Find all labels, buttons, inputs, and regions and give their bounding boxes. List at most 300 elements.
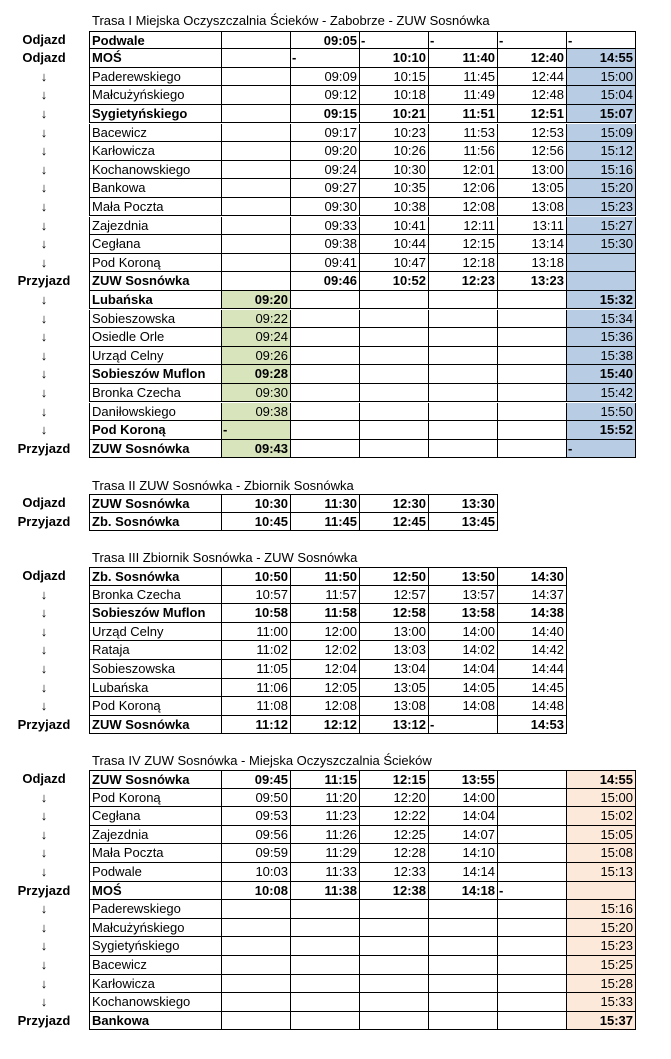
stop-name: Zajezdnia <box>89 826 222 845</box>
time-cell: 13:04 <box>360 660 429 679</box>
time-cell: 11:45 <box>429 68 498 87</box>
time-cell: 10:26 <box>360 142 429 161</box>
time-cell: 15:04 <box>567 86 636 105</box>
time-cell: 09:53 <box>222 807 291 826</box>
time-cell: 13:50 <box>429 567 498 586</box>
time-cell <box>222 105 291 124</box>
time-cell: 12:53 <box>498 124 567 143</box>
time-cell: 11:06 <box>222 679 291 698</box>
time-cell: 14:08 <box>429 697 498 716</box>
stop-name: Sobieszów Muflon <box>89 604 222 623</box>
time-cell: 15:02 <box>567 807 636 826</box>
direction-label: Przyjazd <box>17 513 71 529</box>
time-cell: 15:25 <box>567 956 636 975</box>
time-cell: 09:17 <box>291 124 360 143</box>
time-cell: 09:09 <box>291 68 360 87</box>
time-cell: 10:10 <box>360 49 429 68</box>
time-cell <box>498 347 567 366</box>
time-cell <box>429 347 498 366</box>
time-cell: 15:52 <box>567 421 636 440</box>
stop-name: ZUW Sosnówka <box>89 716 222 735</box>
down-arrow-icon: ↓ <box>40 975 48 991</box>
time-cell: 12:02 <box>291 641 360 660</box>
time-cell: 13:18 <box>498 254 567 273</box>
time-cell <box>498 310 567 329</box>
time-cell: 11:26 <box>291 826 360 845</box>
time-cell: 14:04 <box>429 807 498 826</box>
time-cell: 15:27 <box>567 217 636 236</box>
direction-label: Odjazd <box>22 31 66 47</box>
time-cell: 09:05 <box>291 31 360 50</box>
time-cell <box>291 937 360 956</box>
stop-name: Mała Poczta <box>89 198 222 217</box>
time-cell: 11:40 <box>429 49 498 68</box>
stop-name: Bankowa <box>89 179 222 198</box>
stop-name: Mała Poczta <box>89 844 222 863</box>
time-cell: 14:44 <box>498 660 567 679</box>
time-cell: 09:33 <box>291 217 360 236</box>
time-cell: 09:24 <box>222 328 291 347</box>
stop-name: Sobieszów Muflon <box>89 365 222 384</box>
time-cell: 12:38 <box>360 882 429 901</box>
time-cell: 10:35 <box>360 179 429 198</box>
time-cell: 11:29 <box>291 844 360 863</box>
time-cell <box>222 993 291 1012</box>
time-cell: 15:08 <box>567 844 636 863</box>
stop-name: Sygietyńskiego <box>89 937 222 956</box>
time-cell <box>222 49 291 68</box>
time-cell: 11:51 <box>429 105 498 124</box>
time-cell: 13:00 <box>498 161 567 180</box>
time-cell: 10:38 <box>360 198 429 217</box>
time-cell: 11:20 <box>291 789 360 808</box>
time-cell <box>498 384 567 403</box>
time-cell: 12:51 <box>498 105 567 124</box>
time-cell: 09:30 <box>222 384 291 403</box>
time-cell: 13:23 <box>498 272 567 291</box>
time-cell: 09:45 <box>222 770 291 789</box>
time-cell <box>498 807 567 826</box>
time-cell: 12:18 <box>429 254 498 273</box>
time-cell <box>291 956 360 975</box>
time-cell <box>291 993 360 1012</box>
time-cell <box>429 937 498 956</box>
stop-name: Bronka Czecha <box>89 586 222 605</box>
time-cell: - <box>429 716 498 735</box>
time-cell: 15:23 <box>567 198 636 217</box>
time-cell: 14:00 <box>429 789 498 808</box>
time-cell: 14:53 <box>498 716 567 735</box>
down-arrow-icon: ↓ <box>40 864 48 879</box>
time-cell: 09:41 <box>291 254 360 273</box>
stop-name: ZUW Sosnówka <box>89 440 222 459</box>
time-cell <box>222 1012 291 1031</box>
time-cell: 09:30 <box>291 198 360 217</box>
time-cell: 12:45 <box>360 513 429 532</box>
time-cell <box>360 993 429 1012</box>
time-cell <box>498 975 567 994</box>
down-arrow-icon: ↓ <box>40 642 48 658</box>
time-cell: 12:00 <box>291 623 360 642</box>
time-cell: - <box>222 421 291 440</box>
time-cell: 11:15 <box>291 770 360 789</box>
stop-name: Sobieszowska <box>89 310 222 329</box>
time-cell: 10:58 <box>222 604 291 623</box>
stop-name: ZUW Sosnówka <box>89 272 222 291</box>
time-cell <box>429 291 498 310</box>
time-cell: 14:18 <box>429 882 498 901</box>
stop-name: MOŚ <box>89 49 222 68</box>
time-cell: 09:38 <box>291 235 360 254</box>
time-cell <box>360 365 429 384</box>
stop-name: Urząd Celny <box>89 623 222 642</box>
time-cell: 10:41 <box>360 217 429 236</box>
stop-name: Pod Koroną <box>89 697 222 716</box>
time-cell: 12:06 <box>429 179 498 198</box>
stop-name: Rataja <box>89 641 222 660</box>
time-cell <box>429 1012 498 1031</box>
down-arrow-icon: ↓ <box>40 68 48 84</box>
time-cell: 09:26 <box>222 347 291 366</box>
direction-label: Przyjazd <box>17 716 71 732</box>
time-cell <box>498 328 567 347</box>
time-cell <box>429 310 498 329</box>
time-cell: 09:22 <box>222 310 291 329</box>
stop-name: Pod Koroną <box>89 254 222 273</box>
time-cell: 12:15 <box>429 235 498 254</box>
down-arrow-icon: ↓ <box>40 347 48 363</box>
route-title: Trasa III Zbiornik Sosnówka - ZUW Sosnówka <box>92 550 358 565</box>
time-cell: 13:57 <box>429 586 498 605</box>
time-cell <box>222 235 291 254</box>
time-cell <box>291 900 360 919</box>
time-cell: 13:11 <box>498 217 567 236</box>
time-cell <box>498 365 567 384</box>
time-cell <box>360 291 429 310</box>
time-cell <box>498 919 567 938</box>
stop-name: Bankowa <box>89 1012 222 1031</box>
stop-name: Bacewicz <box>89 124 222 143</box>
time-cell: 09:12 <box>291 86 360 105</box>
stop-name: Bronka Czecha <box>89 384 222 403</box>
time-cell: 14:07 <box>429 826 498 845</box>
time-cell: 15:37 <box>567 1012 636 1031</box>
time-cell: 14:10 <box>429 844 498 863</box>
time-cell: 10:03 <box>222 863 291 882</box>
stop-name: Karłowicza <box>89 975 222 994</box>
time-cell <box>360 937 429 956</box>
time-cell: 10:18 <box>360 86 429 105</box>
down-arrow-icon: ↓ <box>40 623 48 639</box>
time-cell: 15:07 <box>567 105 636 124</box>
time-cell: 12:30 <box>360 494 429 513</box>
time-cell <box>222 937 291 956</box>
time-cell <box>498 863 567 882</box>
time-cell: 15:00 <box>567 68 636 87</box>
time-cell: 12:05 <box>291 679 360 698</box>
time-cell <box>429 440 498 459</box>
time-cell <box>291 919 360 938</box>
time-cell <box>567 31 636 50</box>
time-cell <box>429 403 498 422</box>
time-cell: 15:38 <box>567 347 636 366</box>
time-cell: 14:02 <box>429 641 498 660</box>
time-cell: 13:45 <box>429 513 498 532</box>
time-cell: - <box>498 882 567 901</box>
down-arrow-icon: ↓ <box>40 329 48 345</box>
time-cell: 14:14 <box>429 863 498 882</box>
down-arrow-icon: ↓ <box>40 808 48 824</box>
time-cell <box>222 272 291 291</box>
time-cell <box>567 254 636 273</box>
stop-name: Podwale <box>89 863 222 882</box>
stop-name: Lubańska <box>89 679 222 698</box>
time-cell: 09:27 <box>291 179 360 198</box>
time-cell <box>291 384 360 403</box>
time-cell: 15:30 <box>567 235 636 254</box>
time-cell: 14:40 <box>498 623 567 642</box>
stop-name: Bacewicz <box>89 956 222 975</box>
time-cell: 09:24 <box>291 161 360 180</box>
down-arrow-icon: ↓ <box>40 826 48 842</box>
time-cell: 12:57 <box>360 586 429 605</box>
time-cell: 12:50 <box>360 567 429 586</box>
stop-name: Karłowicza <box>89 142 222 161</box>
time-cell: 11:12 <box>222 716 291 735</box>
time-cell: 13:30 <box>429 494 498 513</box>
time-cell <box>429 365 498 384</box>
time-cell: 14:45 <box>498 679 567 698</box>
time-cell <box>222 142 291 161</box>
down-arrow-icon: ↓ <box>40 938 48 954</box>
time-cell <box>498 1012 567 1031</box>
time-cell: 11:23 <box>291 807 360 826</box>
route-title: Trasa IV ZUW Sosnówka - Miejska Oczyszczalnia Ścieków <box>92 753 432 768</box>
down-arrow-icon: ↓ <box>40 124 48 140</box>
time-cell: 13:08 <box>498 198 567 217</box>
time-cell <box>222 86 291 105</box>
time-cell <box>498 937 567 956</box>
time-cell <box>429 975 498 994</box>
time-cell: 15:23 <box>567 937 636 956</box>
direction-label: Odjazd <box>22 50 66 66</box>
time-cell: 15:40 <box>567 365 636 384</box>
route-title: Trasa II ZUW Sosnówka - Zbiornik Sosnówka <box>92 478 354 493</box>
time-cell: 15:16 <box>567 161 636 180</box>
down-arrow-icon: ↓ <box>40 403 48 419</box>
time-cell <box>222 254 291 273</box>
time-cell: 13:00 <box>360 623 429 642</box>
time-cell <box>429 328 498 347</box>
time-cell: 13:03 <box>360 641 429 660</box>
time-cell: - <box>498 31 567 50</box>
time-cell: 11:56 <box>429 142 498 161</box>
stop-name: Cegłana <box>89 807 222 826</box>
time-cell: 12:44 <box>498 68 567 87</box>
stop-name: Małcużyńskiego <box>89 919 222 938</box>
time-cell: 10:08 <box>222 882 291 901</box>
time-cell <box>360 956 429 975</box>
down-arrow-icon: ↓ <box>40 105 48 121</box>
time-cell <box>360 919 429 938</box>
time-cell <box>222 900 291 919</box>
time-cell <box>498 826 567 845</box>
time-cell: 15:28 <box>567 975 636 994</box>
down-arrow-icon: ↓ <box>40 143 48 159</box>
time-cell <box>291 440 360 459</box>
down-arrow-icon: ↓ <box>40 87 48 103</box>
down-arrow-icon: ↓ <box>40 845 48 861</box>
time-cell <box>429 919 498 938</box>
time-cell: 12:40 <box>498 49 567 68</box>
time-cell <box>360 403 429 422</box>
direction-label: Przyjazd <box>17 273 71 289</box>
time-cell: 15:42 <box>567 384 636 403</box>
stop-name: Daniłowskiego <box>89 403 222 422</box>
direction-label: Odjazd <box>22 495 66 510</box>
time-cell: 11:00 <box>222 623 291 642</box>
time-cell: 10:47 <box>360 254 429 273</box>
time-cell: 12:22 <box>360 807 429 826</box>
time-cell: 12:58 <box>360 604 429 623</box>
time-cell: 14:05 <box>429 679 498 698</box>
time-cell: 12:12 <box>291 716 360 735</box>
time-cell: 15:50 <box>567 403 636 422</box>
time-cell: 11:50 <box>291 567 360 586</box>
stop-name: Kochanowskiego <box>89 161 222 180</box>
time-cell: 13:55 <box>429 770 498 789</box>
time-cell: 15:13 <box>567 863 636 882</box>
time-cell: 09:28 <box>222 365 291 384</box>
time-cell <box>291 310 360 329</box>
time-cell: - <box>567 31 636 50</box>
time-cell: 12:08 <box>429 198 498 217</box>
time-cell: 12:01 <box>429 161 498 180</box>
time-cell: 15:09 <box>567 124 636 143</box>
time-cell: 10:50 <box>222 567 291 586</box>
time-cell: 12:20 <box>360 789 429 808</box>
time-cell <box>222 919 291 938</box>
time-cell: 09:20 <box>222 291 291 310</box>
time-cell <box>291 975 360 994</box>
time-cell <box>360 900 429 919</box>
stop-name: Małcużyńskiego <box>89 86 222 105</box>
time-cell <box>498 421 567 440</box>
time-cell: 12:48 <box>498 86 567 105</box>
time-cell: 10:21 <box>360 105 429 124</box>
time-cell: 15:20 <box>567 919 636 938</box>
time-cell <box>291 347 360 366</box>
time-cell: 11:02 <box>222 641 291 660</box>
time-cell: 11:38 <box>291 882 360 901</box>
down-arrow-icon: ↓ <box>40 698 48 714</box>
time-cell <box>360 421 429 440</box>
time-cell: 12:04 <box>291 660 360 679</box>
stop-name: MOŚ <box>89 882 222 901</box>
time-cell <box>498 900 567 919</box>
down-arrow-icon: ↓ <box>40 384 48 400</box>
stop-name: Pod Koroną <box>89 421 222 440</box>
time-cell: 12:25 <box>360 826 429 845</box>
time-cell: 11:05 <box>222 660 291 679</box>
stop-name: Cegłana <box>89 235 222 254</box>
time-cell <box>429 956 498 975</box>
down-arrow-icon: ↓ <box>40 994 48 1010</box>
time-cell: 13:12 <box>360 716 429 735</box>
stop-name: Sygietyńskiego <box>89 105 222 124</box>
time-cell: 10:23 <box>360 124 429 143</box>
time-cell: 15:33 <box>567 993 636 1012</box>
time-cell <box>498 844 567 863</box>
down-arrow-icon: ↓ <box>40 901 48 917</box>
time-cell <box>222 179 291 198</box>
time-cell: 13:05 <box>498 179 567 198</box>
time-cell <box>498 993 567 1012</box>
time-cell <box>291 365 360 384</box>
time-cell: 14:55 <box>567 770 636 789</box>
time-cell: 10:45 <box>222 513 291 532</box>
time-cell: 12:08 <box>291 697 360 716</box>
down-arrow-icon: ↓ <box>40 310 48 326</box>
time-cell <box>360 440 429 459</box>
down-arrow-icon: ↓ <box>40 789 48 805</box>
time-cell: - <box>360 31 429 50</box>
down-arrow-icon: ↓ <box>40 254 48 270</box>
time-cell <box>429 384 498 403</box>
time-cell <box>498 403 567 422</box>
time-cell: 11:49 <box>429 86 498 105</box>
time-cell <box>222 956 291 975</box>
down-arrow-icon: ↓ <box>40 291 48 307</box>
stop-name: Zb. Sosnówka <box>89 567 222 586</box>
time-cell: 09:46 <box>291 272 360 291</box>
down-arrow-icon: ↓ <box>40 605 48 621</box>
time-cell <box>429 993 498 1012</box>
time-cell: 10:30 <box>360 161 429 180</box>
stop-name: Zajezdnia <box>89 217 222 236</box>
time-cell: 15:12 <box>567 142 636 161</box>
down-arrow-icon: ↓ <box>40 217 48 233</box>
time-cell <box>222 975 291 994</box>
time-cell: 10:52 <box>360 272 429 291</box>
time-cell: 14:42 <box>498 641 567 660</box>
time-cell: - <box>291 49 360 68</box>
time-cell: 09:20 <box>291 142 360 161</box>
time-cell <box>360 347 429 366</box>
stop-name: Urząd Celny <box>89 347 222 366</box>
time-cell <box>291 328 360 347</box>
time-cell <box>291 1012 360 1031</box>
time-cell <box>360 310 429 329</box>
time-cell <box>498 291 567 310</box>
time-cell: 12:33 <box>360 863 429 882</box>
direction-label: Przyjazd <box>17 882 71 898</box>
down-arrow-icon: ↓ <box>40 180 48 196</box>
down-arrow-icon: ↓ <box>40 586 48 602</box>
time-cell <box>291 291 360 310</box>
time-cell: 11:45 <box>291 513 360 532</box>
time-cell <box>429 421 498 440</box>
stop-name: Lubańska <box>89 291 222 310</box>
time-cell: 15:16 <box>567 900 636 919</box>
time-cell: 09:43 <box>222 440 291 459</box>
time-cell: 14:37 <box>498 586 567 605</box>
time-cell: 09:15 <box>291 105 360 124</box>
down-arrow-icon: ↓ <box>40 957 48 972</box>
direction-label: Przyjazd <box>17 1012 71 1028</box>
time-cell: - <box>429 31 498 50</box>
time-cell: 09:38 <box>222 403 291 422</box>
